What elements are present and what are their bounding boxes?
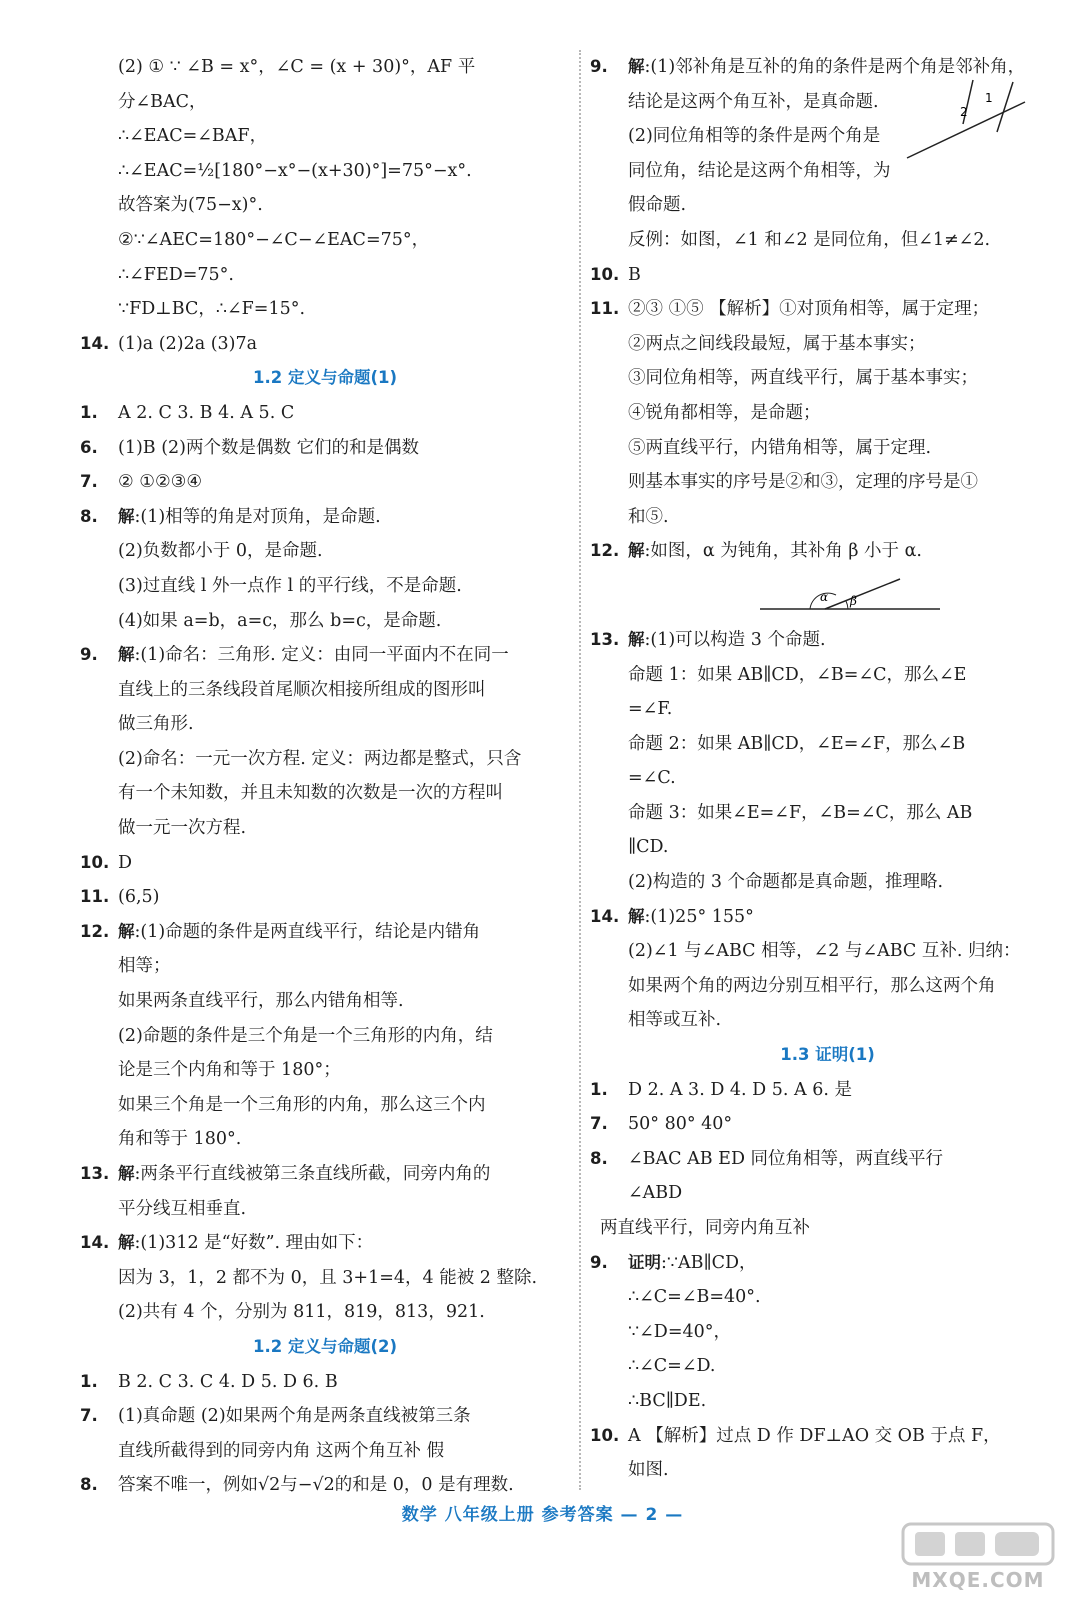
answer-line: 假命题.	[628, 195, 687, 216]
supplementary-angle-figure	[590, 569, 1065, 623]
answer-line: (2)命题的条件是三个角是一个三角形的内角，结	[118, 1025, 493, 1046]
item-text: (1)真命题 (2)如果两个角是两条直线被第三条	[118, 1406, 471, 1427]
item-text: D	[118, 852, 133, 873]
item-number: 1.	[80, 402, 98, 422]
answer-item	[590, 292, 1065, 327]
answer-item	[80, 638, 570, 673]
answer-line: ∴BC∥DE.	[628, 1390, 707, 1411]
answer-line: ④锐角都相等，是命题；	[628, 402, 821, 423]
answer-line: 直线所截得到的同旁内角 这两个角互补 假	[118, 1440, 445, 1461]
answer-line: 做一元一次方程.	[118, 818, 247, 839]
answer-line: 两直线平行，同旁内角互补	[600, 1218, 810, 1238]
item-number: 13.	[80, 1164, 110, 1183]
item-number: 14.	[80, 1233, 110, 1253]
answer-line: (2)负数都小于 0，是命题.	[118, 541, 323, 562]
answer-item	[80, 915, 570, 950]
watermark-text: MXQE.COM	[911, 1568, 1045, 1592]
answer-line: 命题 1：如果 AB∥CD，∠B=∠C，那么∠E	[628, 664, 967, 685]
answer-line: (2)命名：一元一次方程. 定义：两边都是整式，只含	[118, 748, 522, 769]
answer-line: 如果两条直线平行，那么内错角相等.	[118, 991, 404, 1012]
answer-line: ⑤两直线平行，内错角相等，属于定理.	[628, 437, 932, 458]
item-text: (1)B (2)两个数是偶数 它们的和是偶数	[118, 437, 420, 458]
solution-label: 解	[118, 1233, 135, 1253]
item-text: :(1)命名：三角形. 定义：由同一平面内不在同一	[134, 645, 509, 666]
answer-line: 则基本事实的序号是②和③，定理的序号是①	[628, 472, 978, 493]
item-text: :(1)命题的条件是两直线平行，结论是内错角	[134, 921, 481, 942]
answer-item	[80, 500, 570, 535]
answer-item	[80, 1399, 570, 1434]
item-text: :如图，α 为钝角，其补角 β 小于 α.	[644, 541, 922, 562]
solution-label: 证明	[628, 1252, 661, 1272]
answer-line: (2) ① ∵ ∠B = x°，∠C = (x + 30)°，AF 平	[118, 57, 476, 77]
item-number: 7.	[80, 1406, 98, 1426]
item-number: 10.	[80, 852, 110, 872]
watermark-logo	[893, 1520, 1063, 1592]
column-divider	[579, 50, 581, 1490]
answer-line: ∴∠EAC=∠BAF，	[118, 126, 268, 147]
answer-line: (4)如果 a=b，a=c，那么 b=c，是命题.	[118, 610, 442, 631]
item-text: :(1)可以构造 3 个命题.	[644, 629, 826, 650]
answer-line: 因为 3，1，2 都不为 0，且 3+1=4，4 能被 2 整除.	[118, 1267, 538, 1288]
item-number: 14.	[590, 906, 620, 926]
item-text: (1)a (2)2a (3)7a	[118, 333, 258, 354]
solution-label: 解	[118, 645, 135, 665]
item-text: ②③ ①⑤ 【解析】①对顶角相等，属于定理；	[628, 299, 990, 320]
answer-line: ②∵∠AEC=180°−∠C−∠EAC=75°，	[118, 229, 430, 250]
item-number: 7.	[80, 472, 98, 492]
answer-line: 做三角形.	[118, 714, 194, 735]
fig-label-1: 1	[985, 91, 993, 105]
answer-item	[80, 880, 570, 915]
item-number: 8.	[80, 1475, 98, 1495]
answer-item	[590, 1246, 1065, 1281]
item-text: :(1)25° 155°	[644, 906, 754, 927]
solution-label: 解	[118, 1164, 135, 1183]
item-number: 9.	[590, 57, 608, 76]
answer-line: 论是三个内角和等于 180°；	[118, 1060, 341, 1081]
answer-line: =∠C.	[628, 768, 676, 789]
section-heading: 1.2 定义与命题(1)	[252, 368, 398, 388]
fig-arc-beta	[846, 601, 848, 609]
answer-item	[80, 1226, 570, 1261]
item-text: :两条平行直线被第三条直线所截，同旁内角的	[134, 1164, 491, 1184]
answer-line: 相等或互补.	[628, 1010, 722, 1031]
answer-item	[80, 1365, 570, 1400]
answer-item	[590, 623, 1065, 658]
page-footer: 数学 八年级上册 参考答案 — 2 —	[401, 1505, 684, 1525]
answer-line: ∴∠C=∠B=40°.	[628, 1287, 761, 1308]
answer-line: 相等；	[118, 956, 171, 977]
answer-line: (2)构造的 3 个命题都是真命题，推理略.	[628, 872, 944, 893]
answer-line: ∵∠D=40°，	[628, 1321, 732, 1342]
answer-line: ∥CD.	[628, 837, 669, 858]
item-text: B 2. C 3. C 4. D 5. D 6. B	[118, 1371, 338, 1392]
answer-line: 如图.	[628, 1460, 669, 1481]
watermark-seal	[893, 1520, 1063, 1568]
answer-line: (3)过直线 l 外一点作 l 的平行线，不是命题.	[118, 575, 462, 596]
answer-line: 结论是这两个角互补，是真命题.	[628, 91, 879, 112]
answer-item	[590, 258, 1065, 293]
answer-line: ②两点之间线段最短，属于基本事实；	[628, 333, 926, 354]
solution-label: 解	[118, 921, 135, 941]
item-number: 1.	[80, 1371, 98, 1391]
answer-line: ∴∠C=∠D.	[628, 1356, 716, 1377]
item-text: D 2. A 3. D 4. D 5. A 6. 是	[628, 1079, 852, 1100]
item-text: :(1)312 是“好数”. 理由如下：	[134, 1233, 374, 1254]
item-number: 11.	[80, 887, 110, 907]
item-number: 9.	[590, 1252, 608, 1272]
item-number: 13.	[590, 629, 620, 649]
item-number: 10.	[590, 264, 620, 284]
solution-label: 解	[628, 57, 645, 76]
item-text: (6,5)	[118, 887, 160, 908]
answer-line: 故答案为(75−x)°.	[118, 195, 263, 216]
answer-line: 同位角，结论是这两个角相等，为	[628, 160, 891, 181]
answer-item	[80, 327, 570, 362]
answer-item	[590, 1107, 1065, 1142]
solution-label: 解	[628, 629, 645, 649]
answer-line: 反例：如图，∠1 和∠2 是同位角，但∠1≠∠2.	[628, 229, 991, 250]
answer-line: 命题 3：如果∠E=∠F，∠B=∠C，那么 AB	[628, 802, 973, 823]
fig-label-alpha: α	[820, 589, 829, 604]
answer-item	[590, 534, 1065, 569]
item-number: 1.	[590, 1079, 608, 1099]
answer-line: 角和等于 180°.	[118, 1129, 242, 1150]
item-number: 10.	[590, 1425, 620, 1445]
item-text: ∠BAC AB ED 同位角相等，两直线平行	[628, 1148, 944, 1169]
item-text: B	[628, 264, 641, 285]
item-text: :∵AB∥CD，	[661, 1252, 757, 1273]
answer-item	[590, 1419, 1065, 1454]
item-number: 11.	[590, 299, 620, 319]
answer-line: 如果两个角的两边分别互相平行，那么这两个角	[628, 975, 996, 996]
answer-line: 有一个未知数，并且未知数的次数是一次的方程叫	[118, 783, 503, 804]
answer-item	[80, 1468, 570, 1503]
answer-line: ③同位角相等，两直线平行，属于基本事实；	[628, 368, 978, 389]
answer-line: (2)共有 4 个，分别为 811，819，813，921.	[118, 1302, 485, 1323]
answer-line: ∴∠FED=75°.	[118, 264, 234, 285]
answer-line: 分∠BAC，	[118, 91, 207, 112]
answer-item	[590, 900, 1065, 935]
item-text: 答案不唯一，例如√2与−√2的和是 0，0 是有理数.	[118, 1475, 514, 1496]
answer-line: 和⑤.	[628, 506, 669, 527]
item-number: 6.	[80, 437, 98, 457]
item-text: A 【解析】过点 D 作 DF⊥AO 交 OB 于点 F，	[628, 1425, 1001, 1446]
item-text: :(1)邻补角是互补的角的条件是两个角是邻补角，	[644, 57, 1026, 77]
item-text: A 2. C 3. B 4. A 5. C	[118, 402, 295, 423]
answer-line: ∴∠EAC=½[180°−x°−(x+30)°]=75°−x°.	[118, 160, 472, 181]
item-number: 9.	[80, 645, 98, 665]
answer-item	[80, 431, 570, 466]
item-number: 7.	[590, 1114, 608, 1134]
corresponding-angles-figure	[905, 72, 1030, 167]
solution-label: 解	[628, 906, 645, 926]
answer-item	[80, 465, 570, 500]
item-number: 8.	[80, 506, 98, 526]
answer-item	[80, 846, 570, 881]
left-column	[80, 50, 570, 1503]
item-number: 14.	[80, 333, 110, 353]
fig-line-2	[997, 82, 1013, 132]
answer-line: ∵FD⊥BC，∴∠F=15°.	[118, 299, 306, 320]
answer-item	[80, 396, 570, 431]
answer-line: (2)同位角相等的条件是两个角是	[628, 126, 881, 147]
item-text: :(1)相等的角是对顶角，是命题.	[134, 506, 381, 527]
solution-label: 解	[628, 541, 645, 561]
section-heading: 1.2 定义与命题(2)	[252, 1336, 398, 1356]
fig-label-beta: β	[850, 593, 857, 608]
answer-item	[590, 1073, 1065, 1108]
fig-label-2: 2	[960, 105, 968, 119]
answer-line: 直线上的三条线段首尾顺次相接所组成的图形叫	[118, 679, 486, 700]
fig-ray	[825, 579, 900, 609]
answer-item	[80, 1157, 570, 1192]
answer-line: 命题 2：如果 AB∥CD，∠E=∠F，那么∠B	[628, 733, 966, 754]
item-number: 12.	[80, 921, 110, 941]
item-number: 12.	[590, 541, 620, 561]
item-text: ② ①②③④	[118, 472, 203, 493]
answer-line: =∠F.	[628, 699, 673, 720]
answer-line: 如果三个角是一个三角形的内角，那么这三个内	[118, 1094, 486, 1115]
answer-item	[590, 1142, 1065, 1177]
item-text: 50° 80° 40°	[628, 1114, 733, 1135]
item-number: 8.	[590, 1148, 608, 1168]
answer-line: 平分线互相垂直.	[118, 1198, 247, 1219]
solution-label: 解	[118, 506, 135, 526]
section-heading: 1.3 证明(1)	[780, 1045, 875, 1065]
answer-line: (2)∠1 与∠ABC 相等，∠2 与∠ABC 互补. 归纳：	[628, 941, 1021, 962]
answer-line: ∠ABD	[628, 1183, 683, 1204]
right-column	[590, 50, 1065, 1488]
